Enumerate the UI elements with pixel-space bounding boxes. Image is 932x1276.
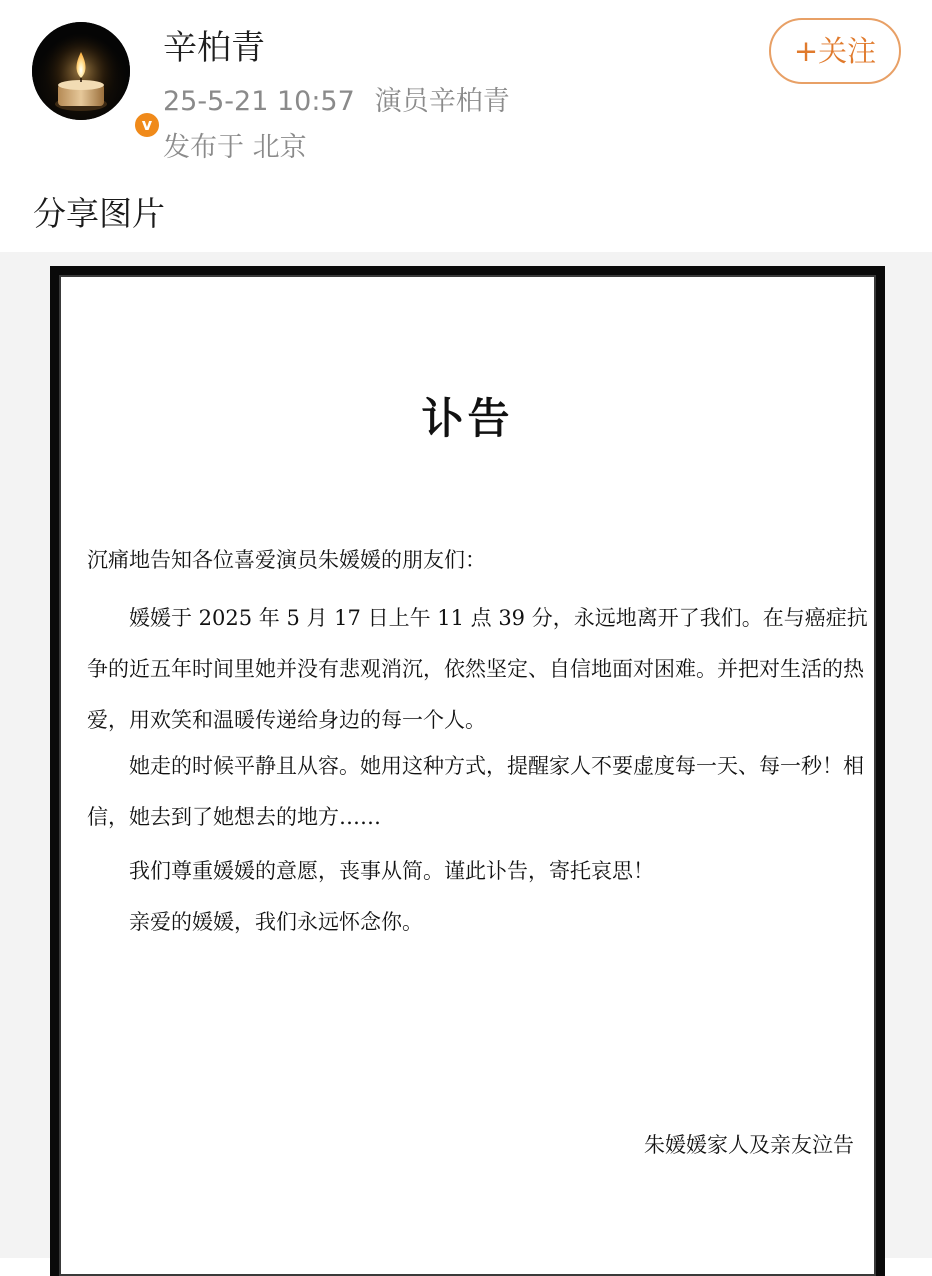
avatar[interactable] [32,22,153,134]
notice-paragraph: 媛媛于 2025 年 5 月 17 日上午 11 点 39 分，永远地离开了我们。在与癌症抗争的近五年时间里她并没有悲观消沉，依然坚定、自信地面对困难。并把对生活的热爱，用欢笑和温暖传递给身边的每一个人。 [87,606,868,732]
notice-paragraph: 我们尊重媛媛的意愿，丧事从简。谨此讣告，寄托哀思！ [129,859,654,883]
notice-signature: 朱媛媛家人及亲友泣告 [644,1133,854,1157]
notice-greeting: 沉痛地告知各位喜爱演员朱媛媛的朋友们： [87,548,486,572]
avatar-image [32,22,130,120]
verified-badge-icon: v [132,110,162,140]
notice-paragraph: 她走的时候平静且从容。她用这种方式，提醒家人不要虚度每一天、每一秒！相信，她去到了她想去的地方…… [87,754,864,829]
post-text: 分享图片 [33,194,165,233]
post-timestamp: 25-5-21 10:57 [163,86,355,117]
post-source: 演员辛柏青 [374,86,510,117]
candle-icon [32,22,130,120]
shared-image[interactable] [0,252,932,1258]
username[interactable]: 辛柏青 [163,28,265,68]
notice-paragraph: 亲爱的媛媛，我们永远怀念你。 [129,910,423,934]
obituary-notice [50,266,885,1276]
post-meta [163,84,510,120]
notice-title: 讣告 [421,394,514,443]
post-location: 发布于 北京 [163,132,307,163]
follow-button[interactable]: +关注 [769,18,901,84]
